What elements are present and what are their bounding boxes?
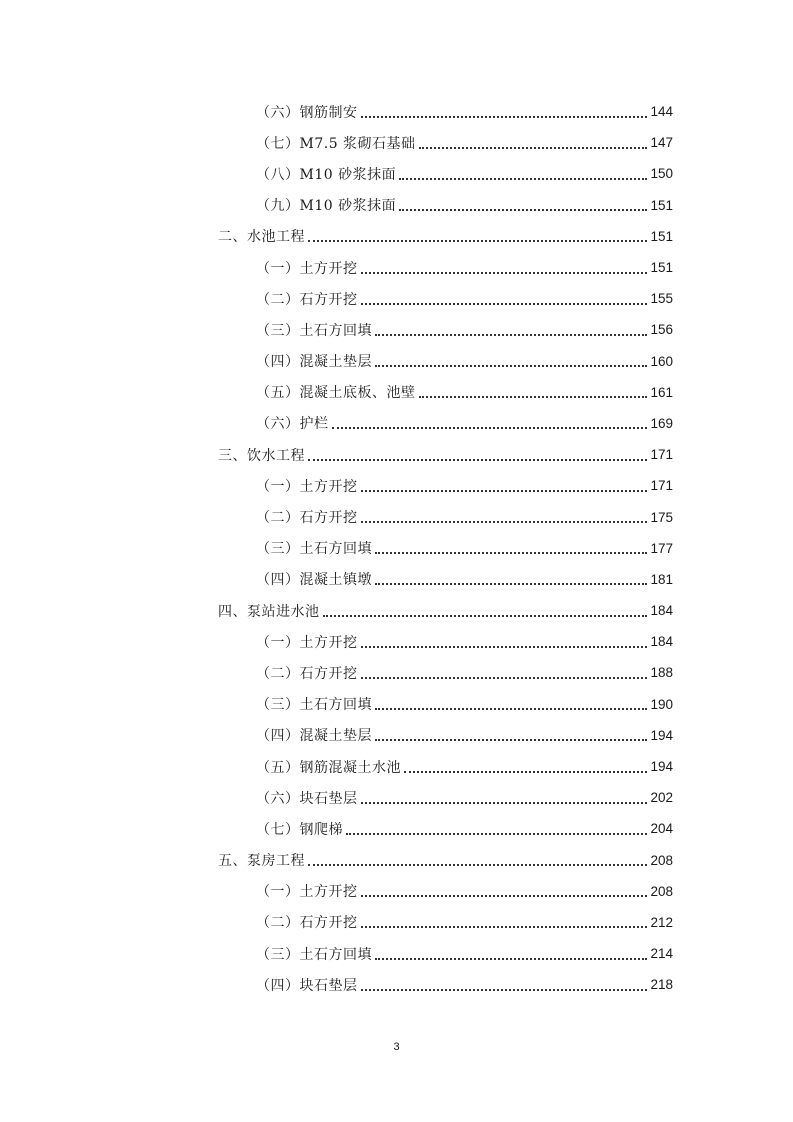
toc-entry-title: （七）钢爬梯 [256,821,343,838]
toc-subsection-entry[interactable] [0,283,793,314]
toc-subsection-entry[interactable] [0,720,793,751]
toc-subsection-entry[interactable] [0,564,793,595]
toc-entry-title: （三）土石方回填 [256,697,372,714]
toc-entry-title: （六）块石垫层 [256,790,358,807]
toc-entry-title: （九）M10 砂浆抹面 [256,198,397,215]
toc-dot-leader [361,677,648,679]
toc-section-entry[interactable] [0,595,793,626]
toc-entry-title: 二、水池工程 [218,229,305,246]
toc-entry-page-number: 150 [650,166,673,182]
toc-entry-page-number: 212 [650,914,673,930]
toc-entry-page-number: 171 [650,447,673,463]
toc-entry-title: （三）土石方回填 [256,541,372,558]
toc-dot-leader [375,708,647,710]
toc-section-entry[interactable] [0,439,793,470]
toc-entry-page-number: 175 [650,509,673,525]
toc-subsection-entry[interactable] [0,470,793,501]
toc-dot-leader [399,178,647,180]
toc-subsection-entry[interactable] [0,252,793,283]
toc-dot-leader [361,646,648,648]
toc-dot-leader [375,583,647,585]
toc-dot-leader [308,864,647,866]
toc-entry-title: （四）混凝土垫层 [256,728,372,745]
toc-entry-page-number: 208 [650,852,673,868]
toc-subsection-entry[interactable] [0,346,793,377]
toc-entry-title: （五）钢筋混凝土水池 [256,759,401,776]
toc-entry-page-number: 204 [650,821,673,837]
toc-entry-title: （二）石方开挖 [256,510,358,527]
toc-dot-leader [361,272,648,274]
toc-dot-leader [375,958,647,960]
toc-entry-page-number: 151 [650,228,673,244]
toc-subsection-entry[interactable] [0,626,793,657]
toc-entry-page-number: 171 [650,478,673,494]
toc-entry-page-number: 194 [650,759,673,775]
toc-dot-leader [361,989,648,991]
toc-entry-title: （七）M7.5 浆砌石基础 [256,135,416,152]
page-number: 3 [393,1041,400,1053]
toc-entry-title: （一）土方开挖 [256,634,358,651]
toc-subsection-entry[interactable] [0,190,793,221]
toc-dot-leader [323,615,648,617]
toc-entry-title: 四、泵站进水池 [218,603,320,620]
toc-subsection-entry[interactable] [0,127,793,158]
toc-dot-leader [419,147,647,149]
toc-entry-page-number: 184 [650,634,673,650]
toc-subsection-entry[interactable] [0,938,793,969]
toc-dot-leader [361,116,648,118]
toc-entry-page-number: 151 [650,197,673,213]
toc-dot-leader [375,739,647,741]
toc-entry-page-number: 208 [650,883,673,899]
table-of-contents [0,96,793,1000]
toc-dot-leader [308,459,647,461]
toc-section-entry[interactable] [0,221,793,252]
toc-entry-page-number: 184 [650,603,673,619]
toc-subsection-entry[interactable] [0,657,793,688]
toc-entry-page-number: 214 [650,946,673,962]
toc-dot-leader [361,521,648,523]
toc-entry-title: （四）混凝土垫层 [256,354,372,371]
toc-entry-title: （四）块石垫层 [256,977,358,994]
toc-section-entry[interactable] [0,845,793,876]
toc-entry-page-number: 188 [650,665,673,681]
toc-subsection-entry[interactable] [0,158,793,189]
toc-dot-leader [375,365,647,367]
toc-entry-title: （五）混凝土底板、池壁 [256,385,416,402]
toc-subsection-entry[interactable] [0,533,793,564]
toc-entry-page-number: 218 [650,977,673,993]
toc-entry-title: 五、泵房工程 [218,853,305,870]
toc-dot-leader [375,334,647,336]
toc-subsection-entry[interactable] [0,782,793,813]
toc-dot-leader [399,209,647,211]
toc-subsection-entry[interactable] [0,907,793,938]
toc-entry-title: （六）护栏 [256,416,329,433]
toc-entry-page-number: 151 [650,260,673,276]
toc-subsection-entry[interactable] [0,314,793,345]
toc-entry-page-number: 144 [650,104,673,120]
toc-dot-leader [361,802,648,804]
toc-dot-leader [361,895,648,897]
toc-dot-leader [419,396,648,398]
toc-entry-title: （一）土方开挖 [256,884,358,901]
toc-entry-page-number: 160 [650,353,673,369]
toc-entry-title: （二）石方开挖 [256,915,358,932]
toc-subsection-entry[interactable] [0,501,793,532]
toc-entry-page-number: 177 [650,540,673,556]
toc-dot-leader [332,427,648,429]
toc-entry-page-number: 194 [650,727,673,743]
toc-subsection-entry[interactable] [0,813,793,844]
toc-entry-page-number: 155 [650,291,673,307]
toc-entry-title: （三）土石方回填 [256,322,372,339]
toc-entry-title: （四）混凝土镇墩 [256,572,372,589]
toc-entry-title: （三）土石方回填 [256,946,372,963]
toc-entry-page-number: 147 [650,135,673,151]
toc-subsection-entry[interactable] [0,96,793,127]
toc-entry-title: （六）钢筋制安 [256,104,358,121]
toc-entry-page-number: 190 [650,696,673,712]
toc-dot-leader [346,833,647,835]
toc-dot-leader [361,303,648,305]
toc-entry-page-number: 161 [650,384,673,400]
toc-entry-title: （二）石方开挖 [256,291,358,308]
toc-entry-title: 三、饮水工程 [218,447,305,464]
toc-dot-leader [404,771,647,773]
toc-dot-leader [308,240,647,242]
toc-entry-title: （一）土方开挖 [256,478,358,495]
toc-subsection-entry[interactable] [0,689,793,720]
toc-subsection-entry[interactable] [0,377,793,408]
toc-entry-page-number: 156 [650,322,673,338]
toc-entry-page-number: 202 [650,790,673,806]
toc-entry-title: （一）土方开挖 [256,260,358,277]
toc-entry-title: （二）石方开挖 [256,665,358,682]
toc-subsection-entry[interactable] [0,969,793,1000]
toc-entry-page-number: 169 [650,415,673,431]
toc-entry-title: （八）M10 砂浆抹面 [256,166,397,183]
toc-entry-page-number: 181 [650,571,673,587]
toc-subsection-entry[interactable] [0,408,793,439]
toc-dot-leader [361,490,648,492]
toc-subsection-entry[interactable] [0,751,793,782]
toc-dot-leader [375,552,647,554]
toc-dot-leader [361,926,648,928]
toc-subsection-entry[interactable] [0,876,793,907]
